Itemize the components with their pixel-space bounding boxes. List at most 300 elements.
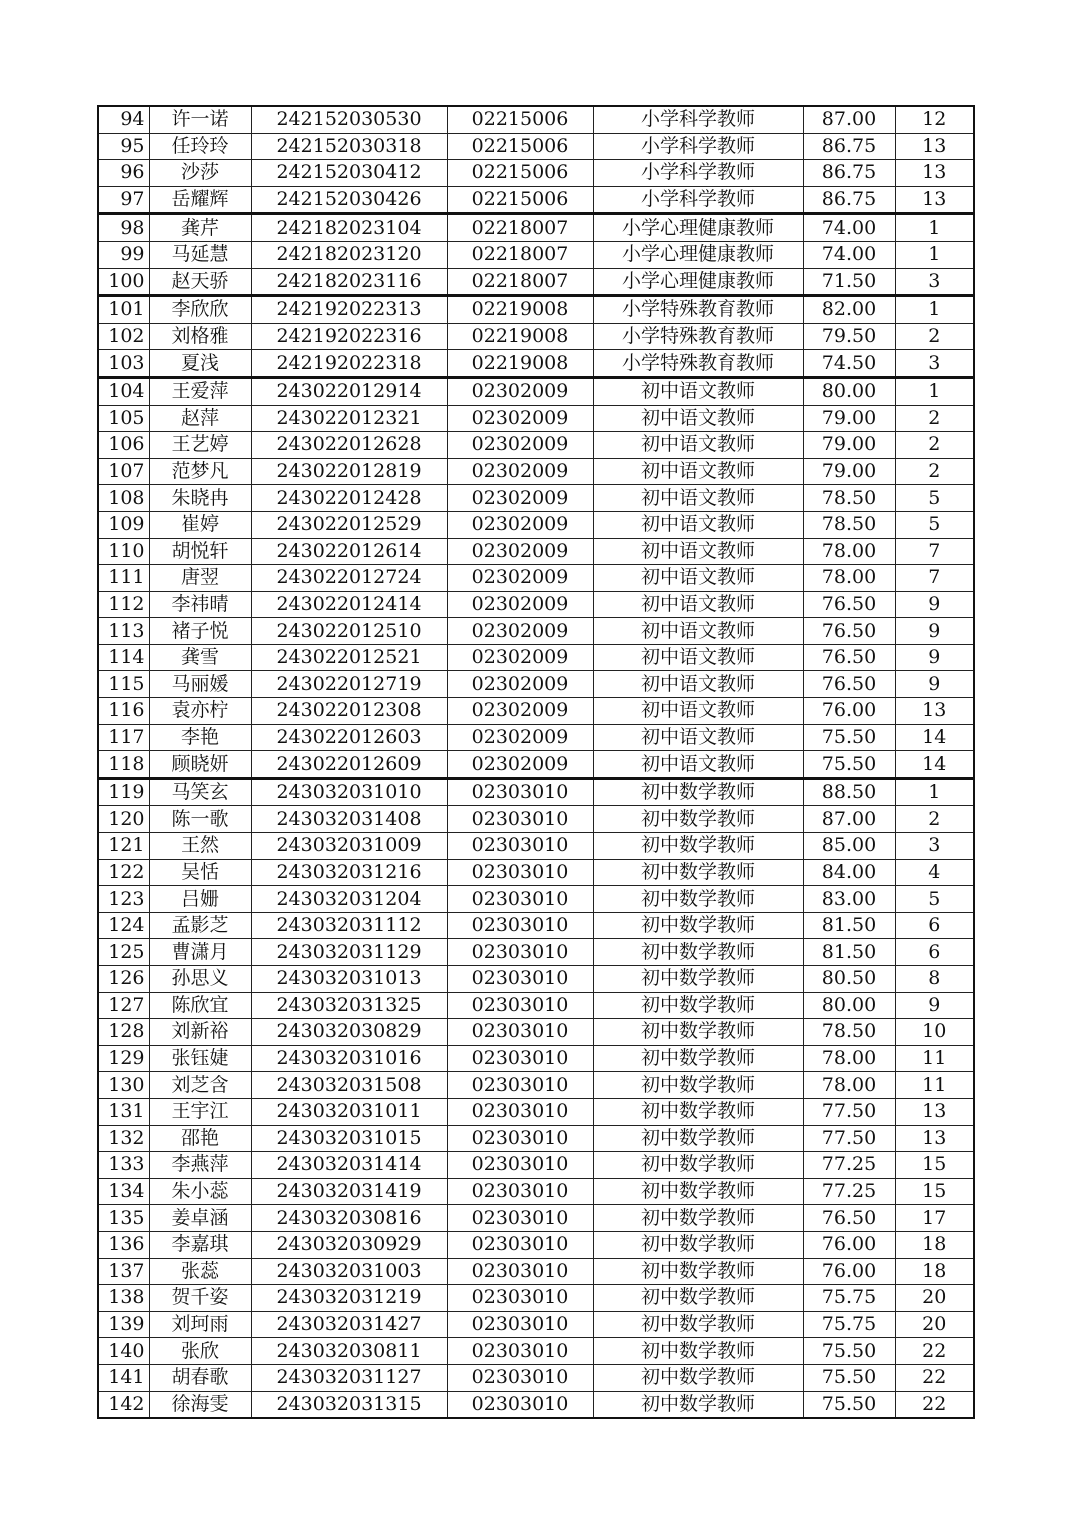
- position-cell: 初中语文教师: [593, 458, 803, 485]
- exam-number-cell: 243032031016: [251, 1045, 447, 1072]
- score-cell: 86.75: [803, 186, 895, 214]
- score-cell: 75.50: [803, 1338, 895, 1365]
- row-number-cell: 102: [98, 323, 149, 350]
- position-cell: 初中数学教师: [593, 1285, 803, 1312]
- rank-cell: 1: [895, 296, 974, 324]
- position-code-cell: 02219008: [447, 323, 593, 350]
- exam-number-cell: 243032031325: [251, 992, 447, 1019]
- position-cell: 小学科学教师: [593, 106, 803, 133]
- row-number-cell: 117: [98, 724, 149, 751]
- row-number-cell: 141: [98, 1364, 149, 1391]
- name-cell: 赵萍: [149, 405, 251, 432]
- name-cell: 姜卓涵: [149, 1205, 251, 1232]
- position-cell: 初中语文教师: [593, 405, 803, 432]
- rank-cell: 5: [895, 511, 974, 538]
- table-row: [98, 296, 974, 324]
- position-cell: 初中数学教师: [593, 1391, 803, 1418]
- position-cell: 初中数学教师: [593, 1178, 803, 1205]
- score-cell: 77.25: [803, 1178, 895, 1205]
- position-cell: 初中语文教师: [593, 618, 803, 645]
- table-row: [98, 939, 974, 966]
- score-cell: 77.25: [803, 1152, 895, 1179]
- exam-number-cell: 243032031127: [251, 1364, 447, 1391]
- table-row: [98, 806, 974, 833]
- name-cell: 任玲玲: [149, 133, 251, 160]
- exam-number-cell: 243022012414: [251, 591, 447, 618]
- row-number-cell: 129: [98, 1045, 149, 1072]
- position-cell: 小学科学教师: [593, 160, 803, 187]
- table-row: [98, 1364, 974, 1391]
- rank-cell: 2: [895, 458, 974, 485]
- rank-cell: 11: [895, 1045, 974, 1072]
- position-cell: 初中语文教师: [593, 538, 803, 565]
- score-cell: 79.00: [803, 432, 895, 459]
- position-code-cell: 02303010: [447, 806, 593, 833]
- table-row: [98, 377, 974, 405]
- table-row: [98, 1178, 974, 1205]
- position-cell: 小学科学教师: [593, 133, 803, 160]
- score-cell: 84.00: [803, 859, 895, 886]
- exam-number-cell: 243022012819: [251, 458, 447, 485]
- score-cell: 81.50: [803, 912, 895, 939]
- score-cell: 83.00: [803, 886, 895, 913]
- exam-number-cell: 243032030816: [251, 1205, 447, 1232]
- position-code-cell: 02303010: [447, 1072, 593, 1099]
- name-cell: 刘新裕: [149, 1019, 251, 1046]
- name-cell: 袁亦柠: [149, 698, 251, 725]
- table-row: [98, 644, 974, 671]
- position-cell: 初中语文教师: [593, 565, 803, 592]
- score-cell: 78.00: [803, 538, 895, 565]
- position-code-cell: 02303010: [447, 939, 593, 966]
- exam-number-cell: 243022012510: [251, 618, 447, 645]
- exam-number-cell: 243022012529: [251, 511, 447, 538]
- table-row: [98, 511, 974, 538]
- table-row: [98, 859, 974, 886]
- name-cell: 岳耀辉: [149, 186, 251, 214]
- row-number-cell: 110: [98, 538, 149, 565]
- exam-number-cell: 243022012321: [251, 405, 447, 432]
- name-cell: 李嘉琪: [149, 1231, 251, 1258]
- row-number-cell: 126: [98, 966, 149, 993]
- position-code-cell: 02302009: [447, 458, 593, 485]
- position-cell: 初中数学教师: [593, 1098, 803, 1125]
- position-code-cell: 02302009: [447, 511, 593, 538]
- name-cell: 褚子悦: [149, 618, 251, 645]
- row-number-cell: 113: [98, 618, 149, 645]
- exam-number-cell: 243032031508: [251, 1072, 447, 1099]
- position-code-cell: 02303010: [447, 778, 593, 806]
- position-code-cell: 02219008: [447, 350, 593, 378]
- score-cell: 81.50: [803, 939, 895, 966]
- rank-cell: 13: [895, 1125, 974, 1152]
- position-cell: 初中数学教师: [593, 912, 803, 939]
- rank-cell: 2: [895, 432, 974, 459]
- score-cell: 77.50: [803, 1125, 895, 1152]
- position-code-cell: 02218007: [447, 241, 593, 268]
- position-cell: 初中数学教师: [593, 1258, 803, 1285]
- position-code-cell: 02302009: [447, 644, 593, 671]
- exam-number-cell: 243032031408: [251, 806, 447, 833]
- rank-cell: 14: [895, 751, 974, 779]
- exam-number-cell: 242192022318: [251, 350, 447, 378]
- row-number-cell: 119: [98, 778, 149, 806]
- position-cell: 初中数学教师: [593, 1364, 803, 1391]
- exam-number-cell: 243032031015: [251, 1125, 447, 1152]
- score-cell: 78.50: [803, 485, 895, 512]
- score-cell: 80.00: [803, 992, 895, 1019]
- position-cell: 初中数学教师: [593, 886, 803, 913]
- table-row: [98, 538, 974, 565]
- row-number-cell: 107: [98, 458, 149, 485]
- row-number-cell: 95: [98, 133, 149, 160]
- rank-cell: 15: [895, 1152, 974, 1179]
- name-cell: 龚雪: [149, 644, 251, 671]
- name-cell: 徐海雯: [149, 1391, 251, 1418]
- position-cell: 初中数学教师: [593, 966, 803, 993]
- score-cell: 78.50: [803, 511, 895, 538]
- row-number-cell: 94: [98, 106, 149, 133]
- rank-cell: 9: [895, 591, 974, 618]
- position-code-cell: 02218007: [447, 214, 593, 242]
- table-row: [98, 778, 974, 806]
- rank-cell: 9: [895, 992, 974, 1019]
- table-row: [98, 1311, 974, 1338]
- table-row: [98, 1205, 974, 1232]
- exam-number-cell: 243032031219: [251, 1285, 447, 1312]
- score-cell: 86.75: [803, 160, 895, 187]
- name-cell: 沙莎: [149, 160, 251, 187]
- table-row: [98, 133, 974, 160]
- score-cell: 76.00: [803, 1258, 895, 1285]
- rank-cell: 12: [895, 106, 974, 133]
- exam-number-cell: 242192022313: [251, 296, 447, 324]
- exam-number-cell: 243032031216: [251, 859, 447, 886]
- position-cell: 小学心理健康教师: [593, 268, 803, 296]
- row-number-cell: 122: [98, 859, 149, 886]
- position-cell: 初中数学教师: [593, 1045, 803, 1072]
- results-table: [97, 105, 975, 1419]
- position-cell: 初中语文教师: [593, 591, 803, 618]
- exam-number-cell: 242152030412: [251, 160, 447, 187]
- position-code-cell: 02215006: [447, 160, 593, 187]
- name-cell: 吴恬: [149, 859, 251, 886]
- row-number-cell: 100: [98, 268, 149, 296]
- row-number-cell: 99: [98, 241, 149, 268]
- position-cell: 初中数学教师: [593, 939, 803, 966]
- position-code-cell: 02303010: [447, 1258, 593, 1285]
- name-cell: 王爱萍: [149, 377, 251, 405]
- table-row: [98, 724, 974, 751]
- rank-cell: 1: [895, 214, 974, 242]
- rank-cell: 13: [895, 133, 974, 160]
- row-number-cell: 132: [98, 1125, 149, 1152]
- row-number-cell: 116: [98, 698, 149, 725]
- rank-cell: 3: [895, 350, 974, 378]
- name-cell: 孙思义: [149, 966, 251, 993]
- score-cell: 76.50: [803, 591, 895, 618]
- score-cell: 79.00: [803, 405, 895, 432]
- position-cell: 初中数学教师: [593, 1311, 803, 1338]
- position-code-cell: 02303010: [447, 966, 593, 993]
- position-code-cell: 02303010: [447, 1364, 593, 1391]
- exam-number-cell: 243022012614: [251, 538, 447, 565]
- row-number-cell: 139: [98, 1311, 149, 1338]
- exam-number-cell: 243022012719: [251, 671, 447, 698]
- rank-cell: 2: [895, 405, 974, 432]
- position-cell: 初中语文教师: [593, 724, 803, 751]
- position-code-cell: 02302009: [447, 405, 593, 432]
- rank-cell: 22: [895, 1391, 974, 1418]
- table-row: [98, 1231, 974, 1258]
- position-code-cell: 02215006: [447, 106, 593, 133]
- table-row: [98, 485, 974, 512]
- rank-cell: 2: [895, 323, 974, 350]
- name-cell: 陈欣宜: [149, 992, 251, 1019]
- score-cell: 76.00: [803, 698, 895, 725]
- table-row: [98, 565, 974, 592]
- rank-cell: 13: [895, 160, 974, 187]
- row-number-cell: 142: [98, 1391, 149, 1418]
- table-row: [98, 405, 974, 432]
- score-cell: 74.00: [803, 214, 895, 242]
- score-cell: 74.00: [803, 241, 895, 268]
- score-cell: 86.75: [803, 133, 895, 160]
- rank-cell: 9: [895, 644, 974, 671]
- row-number-cell: 128: [98, 1019, 149, 1046]
- exam-number-cell: 243022012914: [251, 377, 447, 405]
- score-cell: 75.50: [803, 724, 895, 751]
- position-cell: 初中数学教师: [593, 992, 803, 1019]
- row-number-cell: 124: [98, 912, 149, 939]
- rank-cell: 10: [895, 1019, 974, 1046]
- row-number-cell: 105: [98, 405, 149, 432]
- exam-number-cell: 242192022316: [251, 323, 447, 350]
- exam-number-cell: 242152030530: [251, 106, 447, 133]
- score-cell: 88.50: [803, 778, 895, 806]
- position-cell: 初中语文教师: [593, 377, 803, 405]
- row-number-cell: 115: [98, 671, 149, 698]
- rank-cell: 13: [895, 186, 974, 214]
- score-cell: 71.50: [803, 268, 895, 296]
- exam-number-cell: 242182023104: [251, 214, 447, 242]
- position-code-cell: 02302009: [447, 565, 593, 592]
- exam-number-cell: 243032031013: [251, 966, 447, 993]
- position-code-cell: 02303010: [447, 1019, 593, 1046]
- name-cell: 刘芝含: [149, 1072, 251, 1099]
- position-code-cell: 02219008: [447, 296, 593, 324]
- score-cell: 75.50: [803, 1364, 895, 1391]
- position-cell: 初中语文教师: [593, 432, 803, 459]
- row-number-cell: 118: [98, 751, 149, 779]
- table-row: [98, 268, 974, 296]
- exam-number-cell: 243032031010: [251, 778, 447, 806]
- table-row: [98, 241, 974, 268]
- row-number-cell: 134: [98, 1178, 149, 1205]
- name-cell: 龚芹: [149, 214, 251, 242]
- score-cell: 76.50: [803, 671, 895, 698]
- row-number-cell: 114: [98, 644, 149, 671]
- score-cell: 79.50: [803, 323, 895, 350]
- name-cell: 胡悦轩: [149, 538, 251, 565]
- position-code-cell: 02303010: [447, 1311, 593, 1338]
- name-cell: 马笑玄: [149, 778, 251, 806]
- rank-cell: 6: [895, 939, 974, 966]
- table-row: [98, 1338, 974, 1365]
- table-row: [98, 591, 974, 618]
- rank-cell: 6: [895, 912, 974, 939]
- position-cell: 初中数学教师: [593, 1072, 803, 1099]
- exam-number-cell: 243032031427: [251, 1311, 447, 1338]
- score-cell: 87.00: [803, 106, 895, 133]
- name-cell: 许一诺: [149, 106, 251, 133]
- rank-cell: 9: [895, 618, 974, 645]
- position-cell: 初中语文教师: [593, 751, 803, 779]
- position-code-cell: 02302009: [447, 485, 593, 512]
- table-row: [98, 698, 974, 725]
- table-row: [98, 992, 974, 1019]
- name-cell: 崔婷: [149, 511, 251, 538]
- position-cell: 初中语文教师: [593, 644, 803, 671]
- position-code-cell: 02215006: [447, 133, 593, 160]
- rank-cell: 2: [895, 806, 974, 833]
- name-cell: 孟影芝: [149, 912, 251, 939]
- position-cell: 初中数学教师: [593, 833, 803, 860]
- position-code-cell: 02302009: [447, 591, 593, 618]
- position-cell: 初中数学教师: [593, 1338, 803, 1365]
- position-code-cell: 02302009: [447, 671, 593, 698]
- row-number-cell: 123: [98, 886, 149, 913]
- score-cell: 78.50: [803, 1019, 895, 1046]
- position-cell: 初中数学教师: [593, 1019, 803, 1046]
- table-row: [98, 1045, 974, 1072]
- table-row: [98, 106, 974, 133]
- score-cell: 76.50: [803, 644, 895, 671]
- name-cell: 刘格雅: [149, 323, 251, 350]
- position-cell: 初中数学教师: [593, 859, 803, 886]
- name-cell: 张欣: [149, 1338, 251, 1365]
- position-cell: 初中语文教师: [593, 511, 803, 538]
- row-number-cell: 136: [98, 1231, 149, 1258]
- exam-number-cell: 242152030426: [251, 186, 447, 214]
- table-row: [98, 186, 974, 214]
- score-cell: 85.00: [803, 833, 895, 860]
- score-cell: 80.50: [803, 966, 895, 993]
- score-cell: 78.00: [803, 1045, 895, 1072]
- row-number-cell: 137: [98, 1258, 149, 1285]
- rank-cell: 1: [895, 778, 974, 806]
- name-cell: 王艺婷: [149, 432, 251, 459]
- position-cell: 小学特殊教育教师: [593, 296, 803, 324]
- name-cell: 朱小蕊: [149, 1178, 251, 1205]
- position-cell: 小学心理健康教师: [593, 214, 803, 242]
- row-number-cell: 127: [98, 992, 149, 1019]
- name-cell: 李欣欣: [149, 296, 251, 324]
- row-number-cell: 135: [98, 1205, 149, 1232]
- score-cell: 75.75: [803, 1311, 895, 1338]
- rank-cell: 5: [895, 886, 974, 913]
- table-row: [98, 1019, 974, 1046]
- rank-cell: 18: [895, 1258, 974, 1285]
- score-cell: 75.50: [803, 751, 895, 779]
- position-code-cell: 02302009: [447, 698, 593, 725]
- position-code-cell: 02303010: [447, 1152, 593, 1179]
- position-cell: 初中数学教师: [593, 778, 803, 806]
- row-number-cell: 101: [98, 296, 149, 324]
- name-cell: 唐翌: [149, 565, 251, 592]
- table-row: [98, 618, 974, 645]
- exam-number-cell: 243022012628: [251, 432, 447, 459]
- position-code-cell: 02303010: [447, 1178, 593, 1205]
- position-code-cell: 02303010: [447, 859, 593, 886]
- position-code-cell: 02303010: [447, 1231, 593, 1258]
- table-row: [98, 912, 974, 939]
- table-row: [98, 1258, 974, 1285]
- row-number-cell: 140: [98, 1338, 149, 1365]
- row-number-cell: 104: [98, 377, 149, 405]
- score-cell: 76.50: [803, 1205, 895, 1232]
- table-row: [98, 833, 974, 860]
- position-code-cell: 02302009: [447, 432, 593, 459]
- name-cell: 张蕊: [149, 1258, 251, 1285]
- score-cell: 82.00: [803, 296, 895, 324]
- name-cell: 范梦凡: [149, 458, 251, 485]
- position-code-cell: 02303010: [447, 1391, 593, 1418]
- rank-cell: 5: [895, 485, 974, 512]
- position-code-cell: 02302009: [447, 618, 593, 645]
- exam-number-cell: 243032031112: [251, 912, 447, 939]
- table-row: [98, 1285, 974, 1312]
- position-code-cell: 02303010: [447, 992, 593, 1019]
- name-cell: 李燕萍: [149, 1152, 251, 1179]
- table-row: [98, 350, 974, 378]
- position-cell: 初中语文教师: [593, 671, 803, 698]
- position-code-cell: 02303010: [447, 833, 593, 860]
- rank-cell: 20: [895, 1285, 974, 1312]
- name-cell: 陈一歌: [149, 806, 251, 833]
- table-row: [98, 671, 974, 698]
- score-cell: 76.00: [803, 1231, 895, 1258]
- position-cell: 初中语文教师: [593, 485, 803, 512]
- results-table-body: [98, 106, 974, 1418]
- score-cell: 76.50: [803, 618, 895, 645]
- name-cell: 王然: [149, 833, 251, 860]
- name-cell: 顾晓妍: [149, 751, 251, 779]
- table-row: [98, 214, 974, 242]
- table-row: [98, 458, 974, 485]
- table-row: [98, 1391, 974, 1418]
- rank-cell: 20: [895, 1311, 974, 1338]
- row-number-cell: 133: [98, 1152, 149, 1179]
- name-cell: 李艳: [149, 724, 251, 751]
- score-cell: 75.50: [803, 1391, 895, 1418]
- position-code-cell: 02303010: [447, 912, 593, 939]
- position-cell: 初中数学教师: [593, 1152, 803, 1179]
- score-cell: 87.00: [803, 806, 895, 833]
- row-number-cell: 130: [98, 1072, 149, 1099]
- name-cell: 马丽媛: [149, 671, 251, 698]
- row-number-cell: 125: [98, 939, 149, 966]
- row-number-cell: 109: [98, 511, 149, 538]
- row-number-cell: 131: [98, 1098, 149, 1125]
- table-row: [98, 1125, 974, 1152]
- name-cell: 夏浅: [149, 350, 251, 378]
- exam-number-cell: 243032031129: [251, 939, 447, 966]
- row-number-cell: 108: [98, 485, 149, 512]
- position-cell: 初中数学教师: [593, 1205, 803, 1232]
- name-cell: 朱晓冉: [149, 485, 251, 512]
- position-code-cell: 02215006: [447, 186, 593, 214]
